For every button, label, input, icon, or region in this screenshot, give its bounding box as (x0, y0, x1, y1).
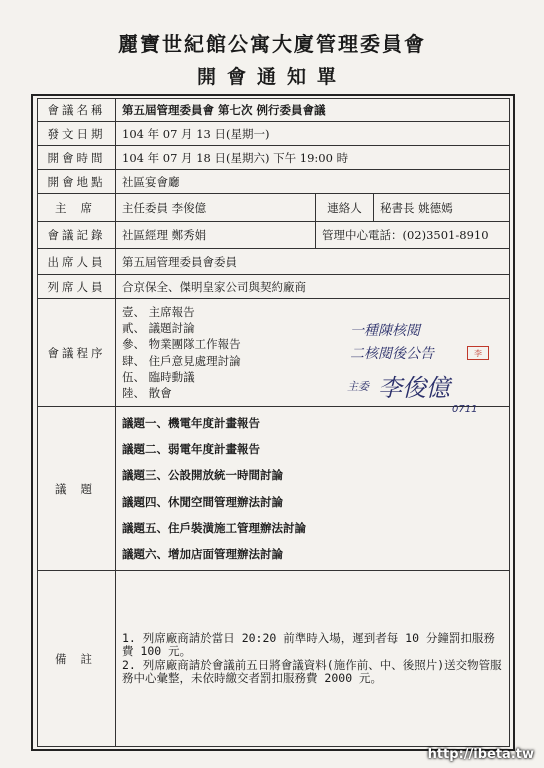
attendees: 第五屆管理委員會委員 (116, 249, 510, 275)
note-item: 1. 列席廠商請於當日 20:20 前準時入場，遲到者每 10 分鐘罰扣服務費 100 元。 (122, 630, 495, 658)
row-issue-date (38, 122, 510, 146)
handwritten-note-line1: 一種陳核閱 (350, 323, 420, 339)
location: 社區宴會廳 (116, 170, 510, 194)
row-recorder (38, 222, 510, 249)
meeting-time-label: 開會時間 (38, 146, 116, 170)
agenda-list (116, 407, 510, 571)
agenda-label: 議題 (38, 407, 116, 571)
handwritten-date: 0711 (452, 404, 478, 415)
row-agenda (38, 407, 510, 571)
row-attendees (38, 249, 510, 275)
row-location (38, 170, 510, 194)
recorder: 社區經理 鄭秀娟 (116, 222, 316, 249)
attendees-label: 出席人員 (38, 249, 116, 275)
handwritten-sign-prefix: 主委 (347, 380, 369, 393)
location-label: 開會地點 (38, 170, 116, 194)
contact-label: 連絡人 (316, 194, 374, 222)
procedure-list (116, 299, 510, 407)
document-title: 麗寶世紀館公寓大廈管理委員會 (118, 32, 426, 56)
observers-label: 列席人員 (38, 275, 116, 299)
meeting-name: 第五屆管理委員會 第七次 例行委員會議 (116, 99, 510, 122)
procedure-item: 肆、 住戶意見處理討論 (122, 353, 241, 368)
agenda-item: 議題六、增加店面管理辦法討論 (122, 546, 283, 561)
meeting-time: 104 年 07 月 18 日(星期六) 下午 19:00 時 (116, 146, 510, 170)
agenda-item: 議題二、弱電年度計畫報告 (122, 442, 260, 457)
note-item: 2. 列席廠商請於會議前五日將會議資料(施作前、中、後照片)送交物管服務中心彙整，未依時繳交者罰扣服務費 2000 元。 (122, 657, 502, 685)
document-subtitle: 開會通知單 (196, 66, 347, 88)
notice-table (37, 98, 510, 747)
agenda-item: 議題一、機電年度計畫報告 (122, 415, 260, 430)
row-chair (38, 194, 510, 222)
procedure-label: 會議程序 (38, 299, 116, 407)
agenda-item: 議題三、公設開放統一時間討論 (122, 468, 283, 483)
row-meeting-time (38, 146, 510, 170)
recorder-label: 會議記錄 (38, 222, 116, 249)
row-meeting-name (38, 99, 510, 122)
contact: 秘書長 姚德嫣 (374, 194, 510, 222)
notes-label: 備註 (38, 571, 116, 747)
notes-list (116, 571, 510, 747)
meeting-name-label: 會議名稱 (38, 99, 116, 122)
agenda-item: 議題五、住戶裝潢施工管理辦法討論 (122, 520, 306, 535)
procedure-item: 參、 物業團隊工作報告 (122, 337, 241, 352)
issue-date-label: 發文日期 (38, 122, 116, 146)
approval-stamp: 李 (467, 346, 489, 360)
issue-date: 104 年 07 月 13 日(星期一) (116, 122, 510, 146)
procedure-item: 伍、 臨時動議 (122, 369, 195, 384)
chair-label: 主席 (38, 194, 116, 222)
procedure-item: 壹、 主席報告 (122, 304, 195, 319)
site-watermark: http://ibeta.tw (427, 747, 534, 762)
row-notes (38, 571, 510, 747)
handwritten-signature: 李俊億 (378, 374, 450, 402)
row-observers (38, 275, 510, 299)
handwritten-note-line2: 二核閱後公告 (350, 346, 434, 362)
agenda-item: 議題四、休閒空間管理辦法討論 (122, 494, 283, 509)
procedure-item: 貳、 議題討論 (122, 320, 195, 335)
procedure-item: 陸、 散會 (122, 386, 172, 401)
observers: 合京保全、傑明皇家公司與契約廠商 (116, 275, 510, 299)
chair: 主任委員 李俊億 (116, 194, 316, 222)
office-phone: 管理中心電話：(02)3501-8910 (316, 222, 510, 249)
